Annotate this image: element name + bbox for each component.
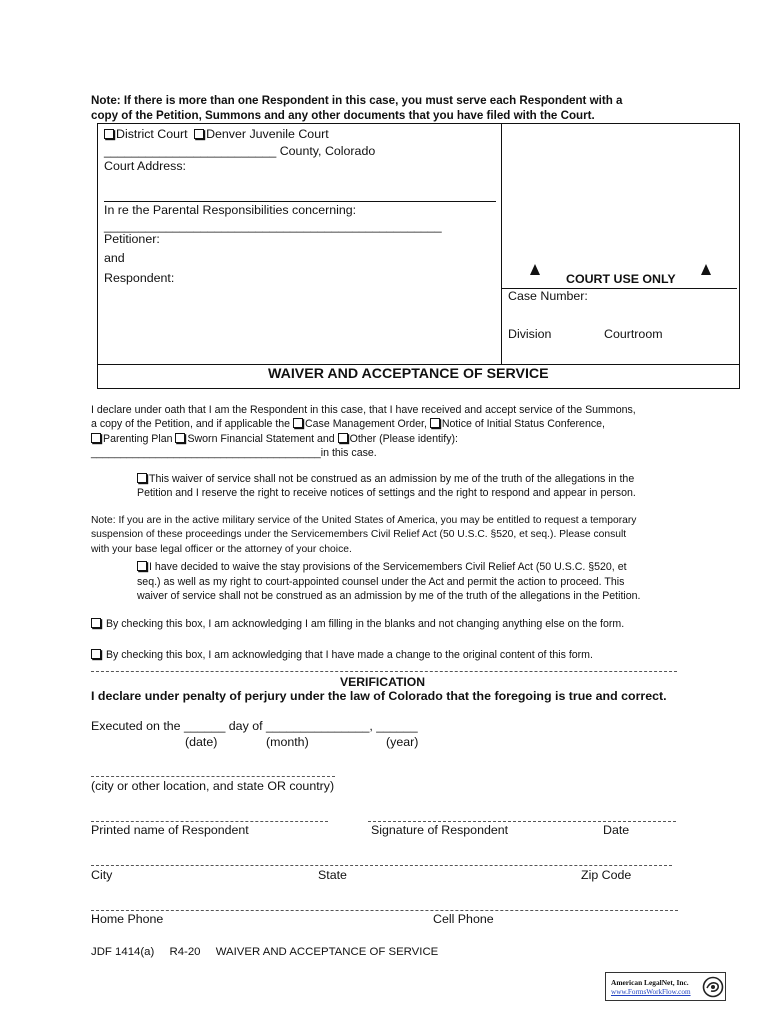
- county-line[interactable]: _________________________ County, Colorado: [104, 144, 376, 158]
- other-identify-line[interactable]: _______________________________________in this case.: [91, 447, 377, 460]
- in-re-label: In re the Parental Responsibilities concerning:: [104, 203, 357, 217]
- brand-logo-icon: [702, 976, 724, 998]
- date-label: (date): [185, 735, 218, 749]
- other-checkbox[interactable]: [338, 433, 348, 443]
- in-re-blank[interactable]: _________________________________________________: [104, 219, 442, 233]
- court-use-only-label: COURT USE ONLY: [566, 272, 676, 286]
- ack-change-checkbox[interactable]: [91, 649, 101, 659]
- case-number-label: Case Number:: [508, 289, 588, 303]
- petitioner-label: Petitioner:: [104, 232, 160, 246]
- court-address-label: Court Address:: [104, 159, 186, 173]
- brand-stamp: [605, 972, 726, 1001]
- phone-line[interactable]: [91, 910, 678, 911]
- verification-heading: VERIFICATION: [340, 675, 426, 689]
- declaration-line1: I declare under oath that I am the Respondent in this case, that I have received and accept service of the Summons,: [91, 404, 636, 416]
- caption-box: [97, 123, 740, 389]
- verification-rule: [91, 671, 677, 672]
- brand-url[interactable]: www.FormsWorkFlow.com: [611, 988, 691, 996]
- denver-juvenile-checkbox[interactable]: [194, 129, 204, 139]
- year-label: (year): [386, 735, 419, 749]
- city-label: City: [91, 868, 113, 882]
- military-waiver-checkbox[interactable]: [137, 561, 147, 571]
- parenting-plan-label: Parenting Plan: [103, 432, 176, 445]
- declaration-line2: a copy of the Petition, and if applicable the: [91, 418, 294, 431]
- location-label: (city or other location, and state OR country): [91, 779, 335, 793]
- other-label: Other (Please identify):: [349, 432, 458, 445]
- denver-juvenile-label: Denver Juvenile Court: [206, 127, 329, 141]
- caption-divider: [501, 123, 502, 364]
- military-waiver-line1: I have decided to waive the stay provisions of the Servicemembers Civil Relief Act (50 U.S.C. §520, et: [149, 561, 627, 573]
- waiver-line1: This waiver of service shall not be construed as an admission by me of the truth of the allegations in the: [149, 473, 635, 485]
- sworn-financial-label: Sworn Financial Statement and: [187, 432, 338, 445]
- footer-title: WAIVER AND ACCEPTANCE OF SERVICE: [215, 946, 439, 958]
- and-label: and: [104, 251, 125, 265]
- verification-statement: I declare under penalty of perjury under the law of Colorado that the foregoing is true and correct.: [91, 689, 667, 703]
- state-label: State: [318, 868, 347, 882]
- military-note-line3: with your base legal officer or the attorney of your choice.: [91, 543, 352, 555]
- month-label: (month): [266, 735, 309, 749]
- signature-label: Signature of Respondent: [371, 823, 509, 837]
- district-court-label: District Court: [116, 127, 188, 141]
- address-line[interactable]: [91, 865, 672, 866]
- district-court-checkbox[interactable]: [104, 129, 114, 139]
- signature-line[interactable]: [368, 821, 676, 822]
- location-line[interactable]: [91, 776, 335, 777]
- waiver-line2: Petition and I reserve the right to receive notices of settings and the right to respond and appear in person.: [137, 487, 636, 500]
- address-rule: [104, 201, 496, 202]
- military-note-line1: Note: If you are in the active military service of the United States of America, you may be entitled to request a temporary: [91, 515, 637, 526]
- printed-name-label: Printed name of Respondent: [91, 823, 249, 837]
- executed-line[interactable]: Executed on the ______ day of _______________, ______: [91, 719, 418, 733]
- notice-checkbox[interactable]: [430, 418, 440, 428]
- cell-phone-label: Cell Phone: [433, 912, 494, 926]
- waiver-checkbox[interactable]: [137, 473, 147, 483]
- zip-label: Zip Code: [581, 868, 632, 882]
- division-label: Division: [508, 327, 552, 341]
- date-field-label: Date: [603, 823, 630, 837]
- ack-no-change-label: By checking this box, I am acknowledging I am filling in the blanks and not changing anything else on the form.: [105, 618, 625, 630]
- courtroom-label: Courtroom: [604, 327, 663, 341]
- military-note-line2: suspension of these proceedings under the Servicemembers Civil Relief Act (50 U.S.C. §520, et seq.). Please consult: [91, 529, 627, 541]
- respondent-label: Respondent:: [104, 271, 175, 285]
- form-revision: R4-20: [169, 946, 201, 958]
- home-phone-label: Home Phone: [91, 912, 164, 926]
- top-note-line1: Note: If there is more than one Respondent in this case, you must serve each Respondent with a: [91, 94, 623, 107]
- up-arrow-icon: [530, 264, 540, 275]
- parenting-plan-checkbox[interactable]: [91, 433, 101, 443]
- printed-name-line[interactable]: [91, 821, 328, 822]
- case-management-label: Case Management Order,: [305, 418, 430, 431]
- title-rule: [97, 364, 740, 365]
- ack-change-label: By checking this box, I am acknowledging that I have made a change to the original content of this form.: [105, 649, 593, 661]
- top-note-line2: copy of the Petition, Summons and any other documents that you have filed with the Court.: [91, 109, 595, 122]
- form-id: JDF 1414(a): [91, 946, 155, 958]
- form-title: WAIVER AND ACCEPTANCE OF SERVICE: [268, 366, 549, 382]
- military-waiver-line3: waiver of service shall not be construed as an admission by me of the truth of the allegations in the Petition.: [137, 590, 641, 603]
- notice-label: Notice of Initial Status Conference,: [441, 418, 605, 431]
- ack-no-change-checkbox[interactable]: [91, 618, 101, 628]
- up-arrow-icon: [701, 264, 711, 275]
- sworn-financial-checkbox[interactable]: [175, 433, 185, 443]
- case-management-checkbox[interactable]: [293, 418, 303, 428]
- brand-name: American LegalNet, Inc.: [611, 978, 689, 987]
- military-waiver-line2: seq.) as well as my right to court-appointed counsel under the Act and permit the action to proceed. This: [137, 575, 625, 588]
